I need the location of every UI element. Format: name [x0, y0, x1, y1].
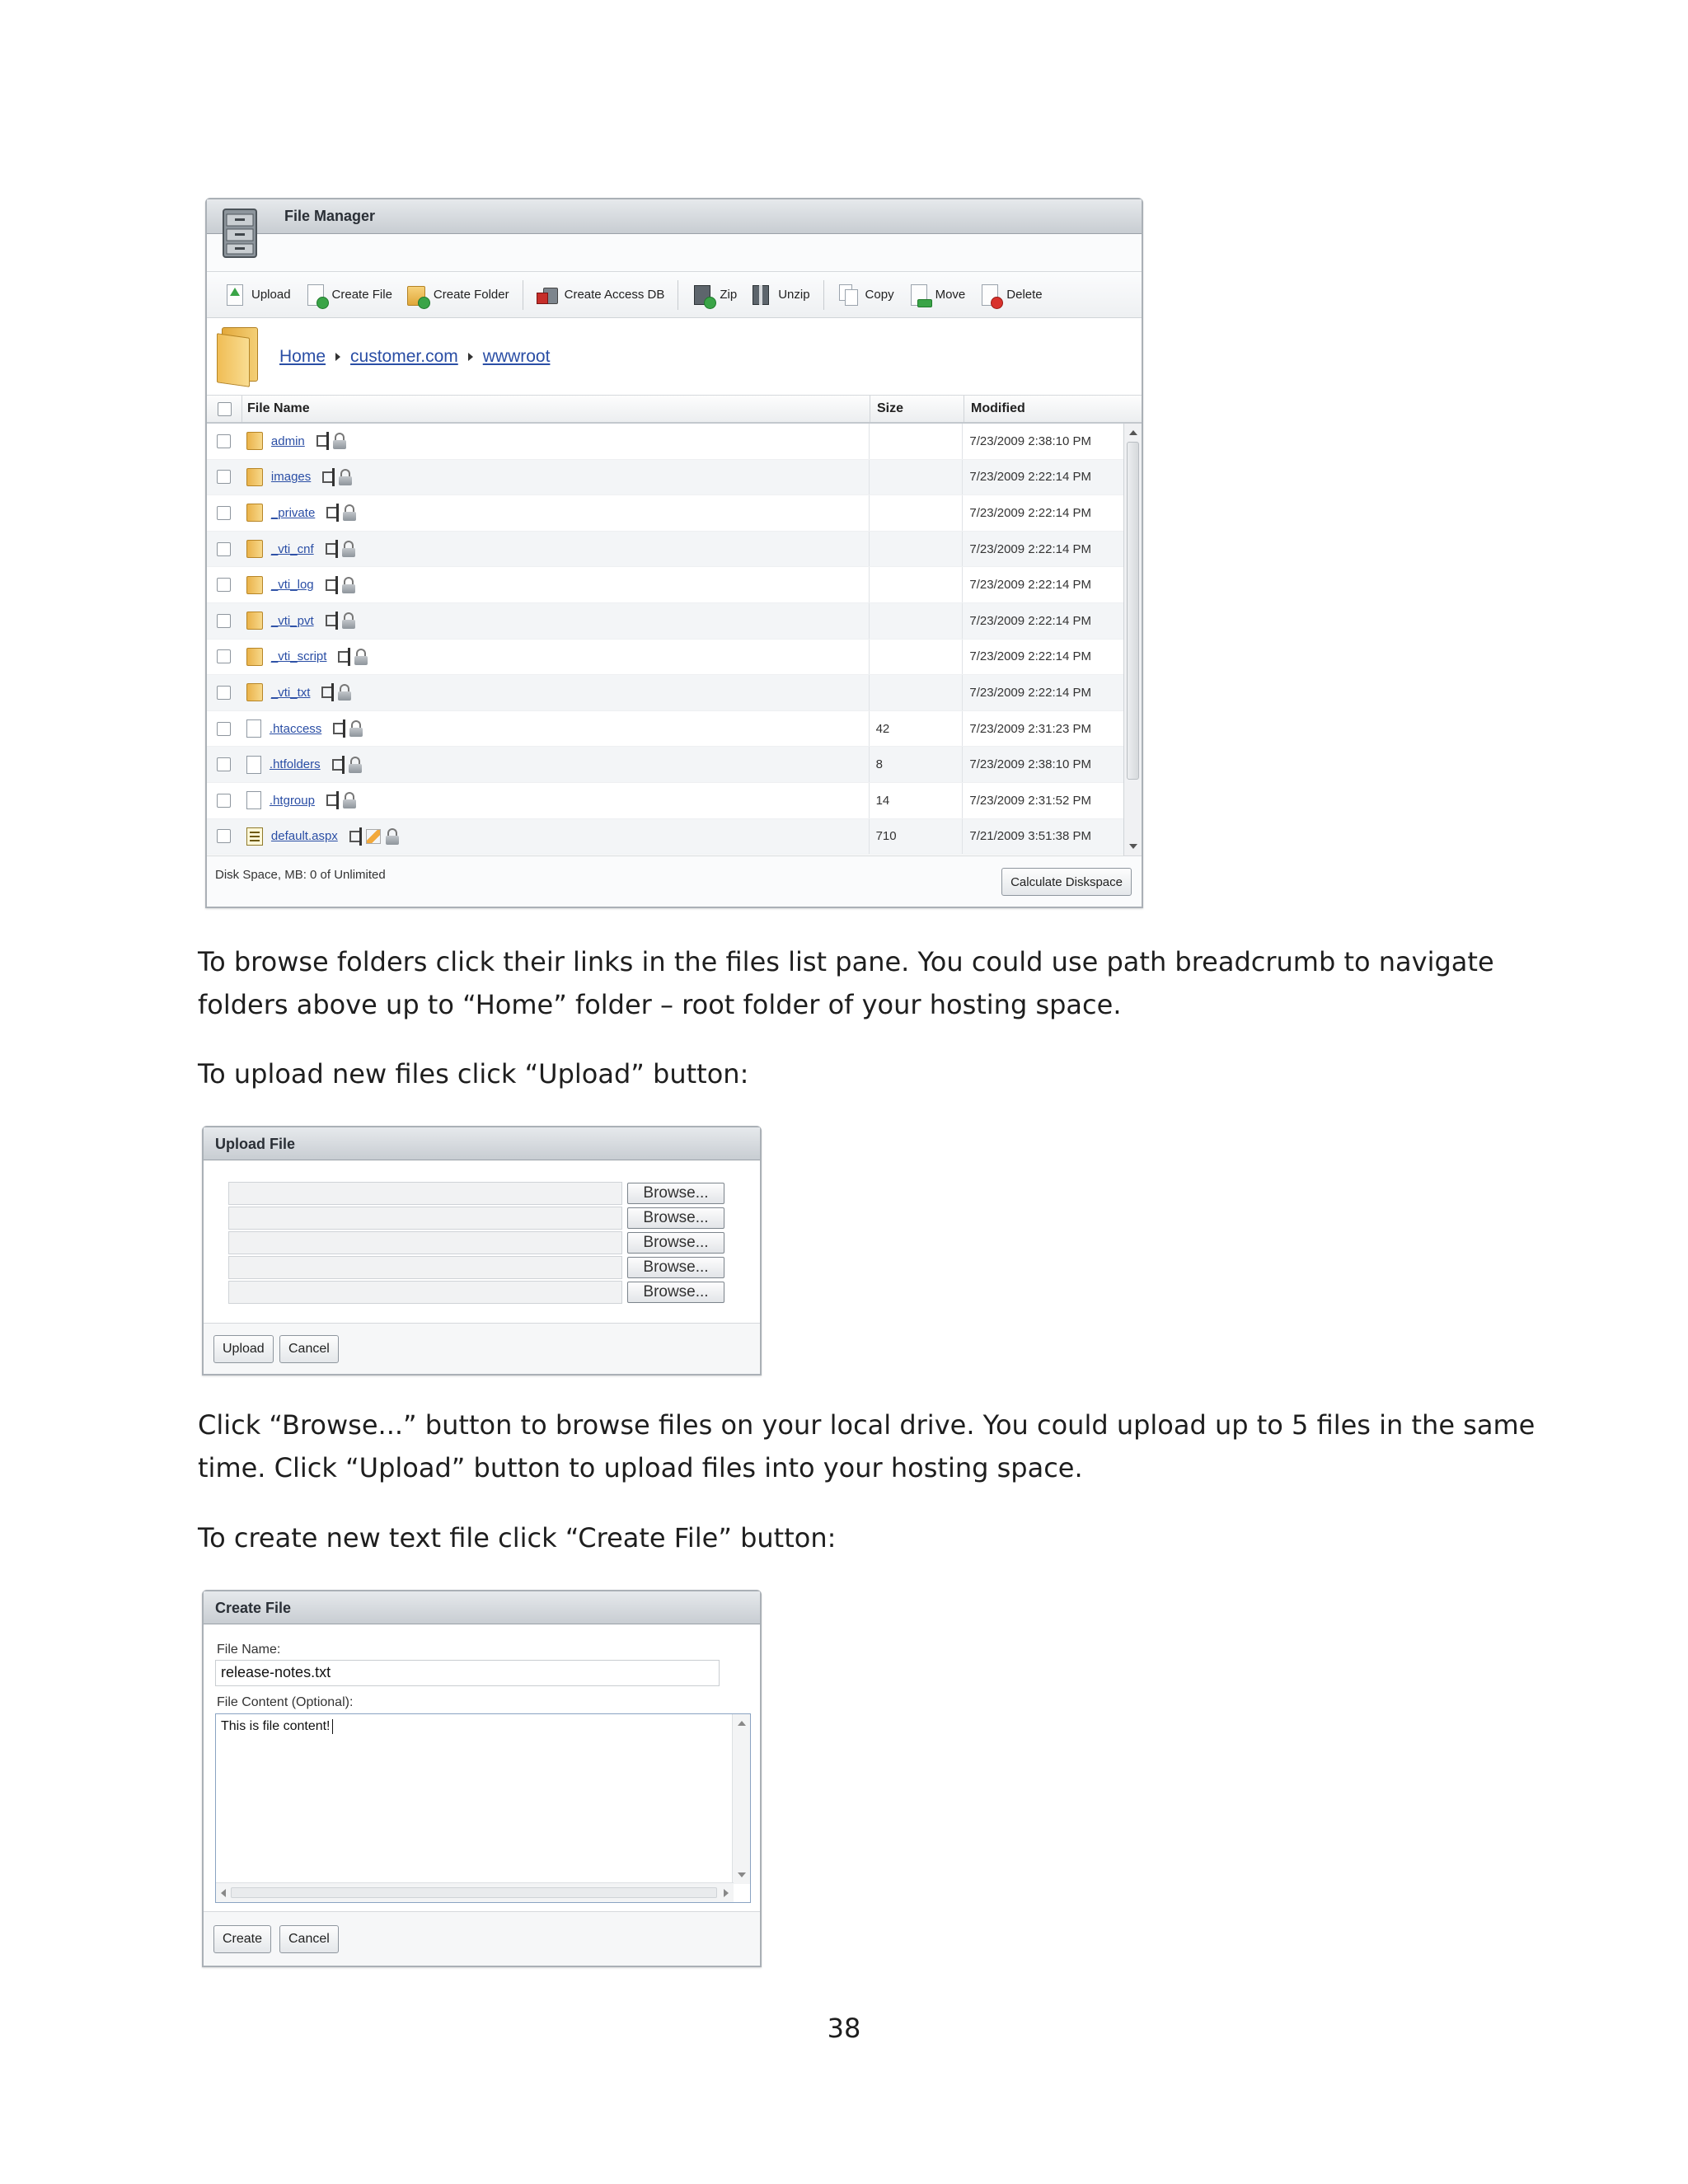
zip-button[interactable]: Zip	[685, 277, 743, 313]
rename-icon[interactable]	[326, 794, 338, 806]
file-name-link[interactable]: images	[270, 470, 312, 485]
folder-icon	[246, 432, 263, 450]
file-content-text: This is file content!	[221, 1719, 333, 1734]
rename-icon[interactable]	[326, 543, 337, 555]
paragraph-browse-folders: To browse folders click their links in the files list pane. You could use path breadcrumb to navigate folders above up to “Home” folder – root folder of your hosting space.	[198, 946, 1494, 1020]
upload-slot	[228, 1281, 724, 1304]
breadcrumb-wwwroot[interactable]: wwwroot	[482, 346, 551, 366]
folder-icon	[246, 648, 263, 666]
table-row[interactable]	[207, 603, 1142, 640]
file-list	[207, 424, 1142, 855]
create-folder-button[interactable]: Create Folder	[399, 277, 516, 313]
upload-file-input[interactable]	[228, 1207, 622, 1230]
row-checkbox[interactable]	[217, 614, 231, 628]
upload-file-input[interactable]	[228, 1281, 622, 1304]
file-name-link[interactable]: _vti_txt	[270, 685, 311, 700]
file-icon	[246, 719, 261, 738]
file-size	[869, 424, 963, 459]
row-checkbox[interactable]	[217, 506, 231, 520]
zip-icon	[692, 283, 715, 307]
file-size	[869, 675, 963, 710]
file-icon	[246, 756, 261, 774]
upload-slot	[228, 1182, 724, 1205]
create-access-db-button[interactable]: Create Access DB	[530, 277, 672, 313]
paragraph-upload-intro: To upload new files click “Upload” button:	[198, 1058, 749, 1090]
breadcrumb	[207, 318, 1142, 396]
move-button[interactable]: Move	[901, 277, 973, 313]
lock-icon[interactable]	[343, 504, 356, 521]
row-checkbox[interactable]	[217, 829, 231, 843]
breadcrumb-domain[interactable]: customer.com	[350, 346, 458, 366]
create-file-button[interactable]: Create File	[298, 277, 399, 313]
aspx-file-icon	[246, 827, 263, 846]
file-size	[869, 640, 963, 675]
move-icon	[907, 283, 931, 307]
paragraph-create-file-intro: To create new text file click “Create File” button:	[198, 1522, 837, 1554]
upload-file-dialog	[202, 1126, 762, 1376]
delete-icon	[978, 283, 1001, 307]
rename-icon[interactable]	[349, 831, 361, 842]
file-name-link[interactable]: default.aspx	[270, 829, 338, 844]
lock-icon[interactable]	[343, 792, 356, 808]
file-name-link[interactable]: .htfolders	[269, 757, 321, 772]
file-size	[869, 603, 963, 639]
select-all-checkbox[interactable]	[218, 402, 232, 416]
breadcrumb-arrow-icon	[335, 353, 340, 361]
table-row[interactable]	[207, 640, 1142, 676]
page-number: 38	[827, 2013, 861, 2044]
row-checkbox[interactable]	[217, 649, 231, 663]
browse-button[interactable]: Browse...	[627, 1257, 724, 1278]
upload-file-input[interactable]	[228, 1256, 622, 1279]
file-name-link[interactable]: .htaccess	[269, 721, 322, 736]
table-row[interactable]	[207, 675, 1142, 711]
upload-submit-button[interactable]: Upload	[213, 1335, 274, 1363]
browse-button[interactable]: Browse...	[627, 1282, 724, 1303]
delete-button[interactable]: Delete	[972, 277, 1048, 313]
table-row[interactable]	[207, 711, 1142, 748]
file-manager-title: File Manager	[207, 199, 1142, 234]
create-file-dialog	[202, 1590, 762, 1967]
disk-space-label: Disk Space, MB: 0 of Unlimited	[215, 868, 386, 882]
file-list-scrollbar[interactable]	[1123, 424, 1142, 855]
lock-icon[interactable]	[386, 828, 399, 845]
column-file-name[interactable]: File Name	[241, 396, 870, 422]
file-modified: 7/23/2009 2:22:14 PM	[962, 567, 1142, 602]
file-modified: 7/23/2009 2:22:14 PM	[962, 603, 1142, 639]
file-name-input[interactable]: release-notes.txt	[215, 1660, 720, 1686]
rename-icon[interactable]	[338, 651, 349, 663]
file-name-label: File Name:	[217, 1643, 281, 1657]
row-checkbox[interactable]	[217, 686, 231, 700]
content-horizontal-scrollbar[interactable]	[216, 1882, 734, 1902]
access-db-icon	[537, 283, 560, 307]
folder-icon	[246, 576, 263, 594]
file-toolbar	[207, 272, 1142, 318]
column-modified[interactable]: Modified	[964, 396, 1142, 422]
column-size[interactable]: Size	[870, 396, 964, 422]
lock-icon[interactable]	[354, 649, 368, 665]
content-vertical-scrollbar[interactable]	[732, 1714, 750, 1884]
row-checkbox[interactable]	[217, 757, 231, 771]
file-modified: 7/23/2009 2:22:14 PM	[962, 532, 1142, 567]
upload-file-input[interactable]	[228, 1182, 622, 1205]
lock-icon[interactable]	[349, 757, 362, 773]
file-name-link[interactable]: _vti_script	[270, 649, 327, 664]
breadcrumb-home[interactable]: Home	[279, 346, 326, 366]
create-cancel-button[interactable]: Cancel	[279, 1925, 339, 1953]
lock-icon[interactable]	[342, 612, 355, 629]
table-row[interactable]	[207, 567, 1142, 603]
upload-file-input[interactable]	[228, 1231, 622, 1254]
file-modified: 7/23/2009 2:22:14 PM	[962, 640, 1142, 675]
lock-icon[interactable]	[342, 577, 355, 593]
rename-icon[interactable]	[326, 507, 338, 518]
edit-icon[interactable]	[366, 829, 381, 844]
file-size	[869, 532, 963, 567]
table-row[interactable]	[207, 532, 1142, 568]
folder-icon	[246, 683, 263, 701]
table-row[interactable]	[207, 747, 1142, 783]
rename-icon[interactable]	[326, 615, 337, 626]
folder-icon	[246, 612, 263, 630]
copy-icon	[837, 283, 860, 307]
folder-icon	[246, 468, 263, 486]
lock-icon[interactable]	[339, 469, 352, 485]
file-name-link[interactable]: _vti_cnf	[270, 541, 314, 556]
lock-icon[interactable]	[342, 541, 355, 557]
lock-icon[interactable]	[333, 433, 346, 449]
browse-button[interactable]: Browse...	[627, 1232, 724, 1254]
file-content-label: File Content (Optional):	[217, 1695, 354, 1709]
unzip-icon	[750, 283, 773, 307]
create-dialog-title: Create File	[204, 1591, 760, 1624]
upload-slot	[228, 1256, 724, 1279]
file-size: 8	[869, 747, 963, 782]
row-checkbox[interactable]	[217, 578, 231, 592]
folder-icon	[246, 540, 263, 558]
row-checkbox[interactable]	[217, 722, 231, 736]
file-size	[869, 495, 963, 531]
file-size: 710	[869, 819, 963, 855]
open-folder-icon	[217, 327, 263, 387]
row-checkbox[interactable]	[217, 794, 231, 808]
lock-icon[interactable]	[338, 684, 351, 701]
rename-icon[interactable]	[332, 759, 344, 771]
file-name-link[interactable]: .htgroup	[269, 793, 315, 808]
new-file-icon	[304, 283, 327, 307]
calculate-diskspace-button[interactable]: Calculate Diskspace	[1001, 868, 1132, 896]
rename-icon[interactable]	[316, 435, 328, 447]
file-list-header	[207, 396, 1142, 424]
browse-button[interactable]: Browse...	[627, 1207, 724, 1229]
create-submit-button[interactable]: Create	[213, 1925, 271, 1953]
file-modified: 7/23/2009 2:38:10 PM	[962, 747, 1142, 782]
lock-icon[interactable]	[349, 720, 363, 737]
new-folder-icon	[406, 283, 429, 307]
file-modified: 7/23/2009 2:31:23 PM	[962, 711, 1142, 747]
unzip-button[interactable]: Unzip	[743, 277, 816, 313]
folder-icon	[246, 504, 263, 522]
file-manager-panel	[205, 198, 1143, 908]
file-size	[869, 567, 963, 602]
table-row[interactable]	[207, 495, 1142, 532]
file-cabinet-icon	[220, 208, 263, 262]
breadcrumb-arrow-icon	[468, 353, 473, 361]
file-modified: 7/23/2009 2:22:14 PM	[962, 495, 1142, 531]
file-name-link[interactable]: _private	[270, 505, 316, 520]
row-checkbox[interactable]	[217, 434, 231, 448]
file-size	[869, 460, 963, 495]
row-checkbox[interactable]	[217, 470, 231, 484]
rename-icon[interactable]	[322, 471, 334, 483]
rename-icon[interactable]	[333, 723, 345, 734]
browse-button[interactable]: Browse...	[627, 1183, 724, 1204]
scroll-up-icon[interactable]	[1129, 430, 1137, 435]
upload-slot	[228, 1207, 724, 1230]
upload-cancel-button[interactable]: Cancel	[279, 1335, 339, 1363]
file-name-link[interactable]: _vti_pvt	[270, 613, 314, 628]
upload-slot	[228, 1231, 724, 1254]
file-modified: 7/21/2009 3:51:38 PM	[962, 819, 1142, 855]
copy-button[interactable]: Copy	[831, 277, 901, 313]
file-size: 42	[869, 711, 963, 747]
upload-button[interactable]: Upload	[217, 277, 298, 313]
row-checkbox[interactable]	[217, 542, 231, 556]
file-size: 14	[869, 783, 963, 818]
file-modified: 7/23/2009 2:22:14 PM	[962, 675, 1142, 710]
table-row[interactable]	[207, 460, 1142, 496]
file-icon	[246, 791, 261, 809]
table-row[interactable]	[207, 783, 1142, 819]
file-modified: 7/23/2009 2:38:10 PM	[962, 424, 1142, 459]
file-name-link[interactable]: admin	[270, 434, 305, 448]
rename-icon[interactable]	[321, 687, 333, 698]
scroll-down-icon[interactable]	[1129, 844, 1137, 849]
upload-icon	[223, 283, 246, 307]
table-row[interactable]	[207, 819, 1142, 855]
file-name-link[interactable]: _vti_log	[270, 578, 314, 593]
file-modified: 7/23/2009 2:31:52 PM	[962, 783, 1142, 818]
file-content-textarea[interactable]	[215, 1713, 751, 1903]
rename-icon[interactable]	[326, 579, 337, 591]
file-modified: 7/23/2009 2:22:14 PM	[962, 460, 1142, 495]
paragraph-browse-files: Click “Browse...” button to browse files on your local drive. You could upload up to 5 files in the same time. Click “Upload” button to upload files into your hosting space.	[198, 1409, 1536, 1483]
upload-dialog-title: Upload File	[204, 1127, 760, 1160]
table-row[interactable]	[207, 424, 1142, 460]
